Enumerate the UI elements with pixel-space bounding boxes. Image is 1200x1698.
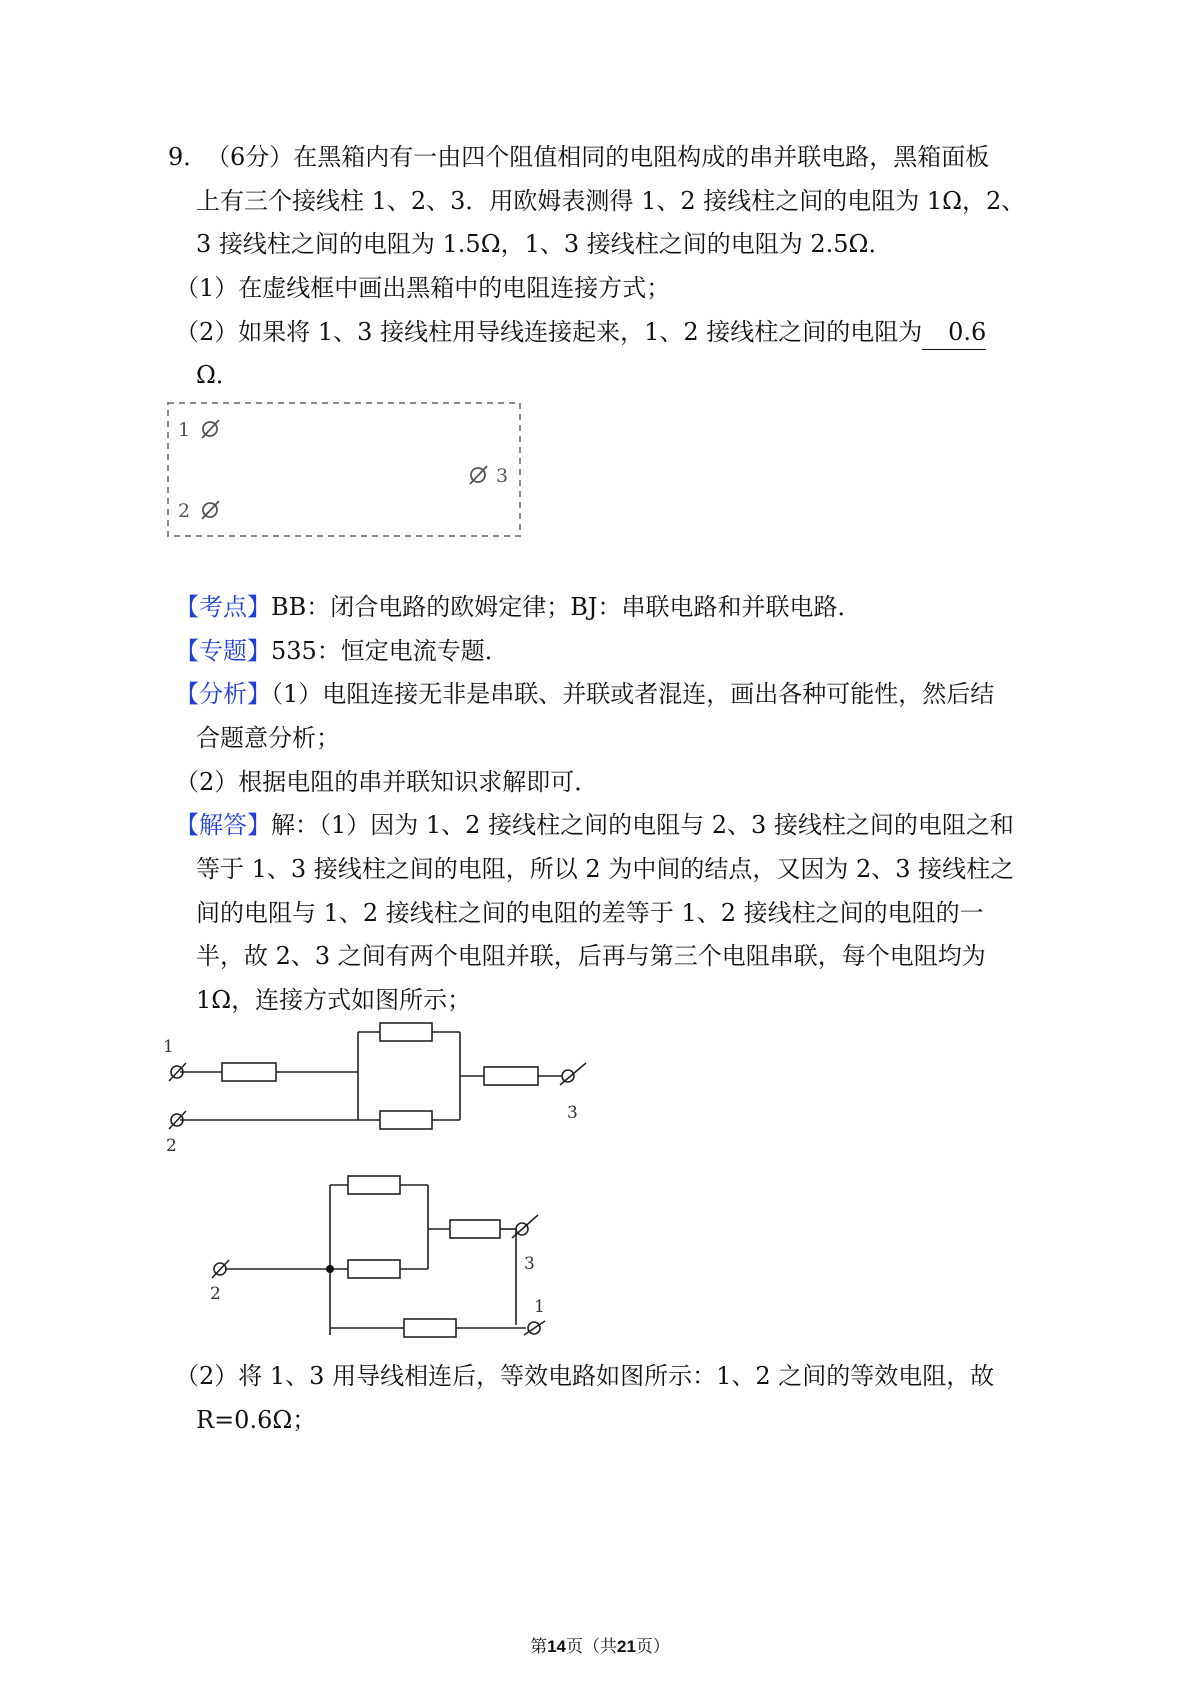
question-part-2-prefix: （2）如果将 1、3 接线柱用导线连接起来，1、2 接线柱之间的电阻为 <box>175 318 923 346</box>
jieda-line-2: 等于 1、3 接线柱之间的电阻，所以 2 为中间的结点，又因为 2、3 接线柱之 <box>196 855 1015 883</box>
question-part-2-unit: Ω． <box>196 361 240 389</box>
fenxi-line-3: （2）根据电阻的串并联知识求解即可． <box>175 768 599 796</box>
terminal-label-3: 3 <box>496 465 509 487</box>
jieda-text-1: 解：（1）因为 1、2 接线柱之间的电阻与 2、3 接线柱之间的电阻之和 <box>271 811 1014 839</box>
jieda-part-2-line-1: （2）将 1、3 用导线相连后，等效电路如图所示：1、2 之间的等效电阻，故 <box>175 1362 995 1390</box>
footer-total-pages: 21 <box>617 1637 636 1656</box>
terminal-symbol-3 <box>512 1215 538 1238</box>
terminal-label-1: 1 <box>163 1037 174 1057</box>
dashed-box-frame <box>168 403 520 536</box>
jieda-line-1 <box>175 808 1014 842</box>
question-number: 9． <box>168 143 208 171</box>
terminal-label-3: 3 <box>567 1103 578 1123</box>
resistor-parallel-top <box>380 1023 432 1041</box>
footer-page-number: 14 <box>547 1637 566 1656</box>
jieda-part-2-line-2: R=0.6Ω； <box>196 1406 317 1434</box>
kaodian-tag: 【考点】 <box>175 593 271 621</box>
jieda-line-5: 1Ω，连接方式如图所示； <box>196 986 472 1014</box>
answer-blank: 0.6 <box>922 315 986 350</box>
footer-suffix: 页） <box>635 1637 670 1657</box>
jieda-line-3: 间的电阻与 1、2 接线柱之间的电阻的差等于 1、2 接线柱之间的电阻的一 <box>196 899 984 927</box>
terminal-symbol-3 <box>560 1063 586 1085</box>
black-box-diagram <box>160 395 530 545</box>
junction-node <box>326 1265 334 1273</box>
terminal-symbol-3 <box>470 466 487 484</box>
jieda-tag: 【解答】 <box>175 811 271 839</box>
terminal-symbol-1 <box>202 420 219 438</box>
terminal-symbol-2 <box>169 1111 186 1129</box>
resistor-parallel-bottom <box>348 1260 400 1278</box>
question-part-1: （1）在虚线框中画出黑箱中的电阻连接方式； <box>175 274 671 302</box>
question-part-2 <box>175 315 986 350</box>
terminal-symbol-2 <box>212 1260 229 1278</box>
question-line-2: 上有三个接线柱 1、2、3．用欧姆表测得 1、2 接线柱之间的电阻为 1Ω，2、 <box>196 187 1026 215</box>
question-line-1: （6分）在黑箱内有一由四个阻值相同的电阻构成的串并联电路，黑箱面板 <box>206 143 990 171</box>
fenxi-text-1: （1）电阻连接无非是串联、并联或者混连，画出各种可能性，然后结 <box>271 680 995 708</box>
fenxi-tag: 【分析】 <box>175 680 271 708</box>
footer-prefix: 第 <box>530 1637 548 1657</box>
resistor-parallel-top <box>348 1176 400 1194</box>
terminal-label-1: 1 <box>534 1297 545 1317</box>
zhuanti-line <box>175 634 509 668</box>
resistor-bottom-branch <box>404 1319 456 1337</box>
kaodian-line <box>175 590 862 624</box>
fenxi-line-2: 合题意分析； <box>196 724 340 752</box>
terminal-label-3: 3 <box>524 1254 535 1274</box>
terminal-symbol-1 <box>524 1321 545 1335</box>
terminal-label-2: 2 <box>210 1284 221 1304</box>
resistor-series-right <box>484 1067 538 1085</box>
circuit-diagram-1 <box>150 1020 610 1160</box>
resistor-parallel-bottom <box>380 1111 432 1129</box>
terminal-label-2: 2 <box>178 500 191 522</box>
footer-middle: 页（共 <box>566 1637 617 1657</box>
page-footer <box>0 1632 1200 1657</box>
zhuanti-text: 535：恒定电流专题． <box>271 637 509 665</box>
circuit-diagram-2 <box>200 1165 600 1350</box>
question-line-3: 3 接线柱之间的电阻为 1.5Ω，1、3 接线柱之间的电阻为 2.5Ω． <box>196 230 893 258</box>
jieda-line-4: 半，故 2、3 之间有两个电阻并联，后再与第三个电阻串联，每个电阻均为 <box>196 942 986 970</box>
resistor-series-to-3 <box>450 1220 500 1238</box>
kaodian-text: BB：闭合电路的欧姆定律；BJ：串联电路和并联电路． <box>271 593 862 621</box>
terminal-symbol-2 <box>202 501 219 519</box>
zhuanti-tag: 【专题】 <box>175 637 271 665</box>
fenxi-line-1 <box>175 677 994 711</box>
terminal-symbol-1 <box>169 1063 186 1081</box>
resistor-series-left <box>222 1063 276 1081</box>
terminal-label-1: 1 <box>178 419 191 441</box>
terminal-label-2: 2 <box>166 1136 177 1156</box>
